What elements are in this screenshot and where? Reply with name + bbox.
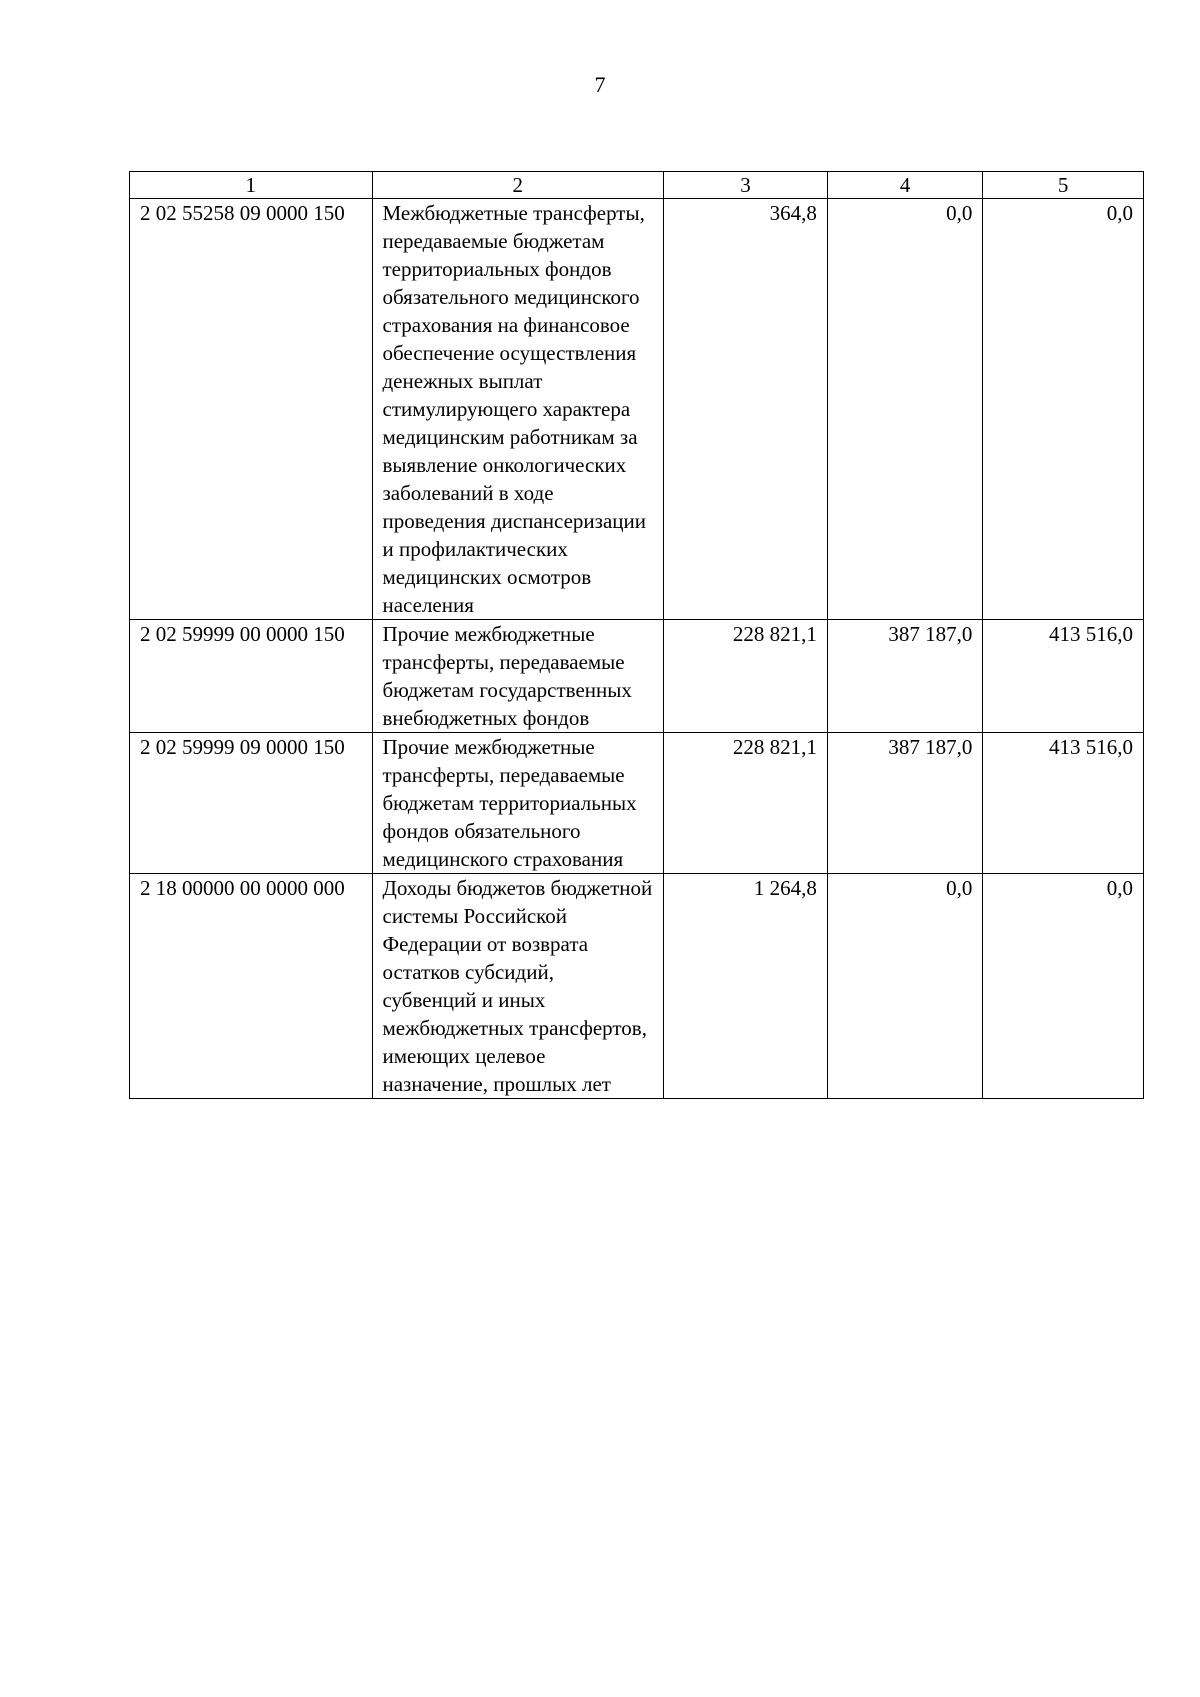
row-value-4: 0,0 xyxy=(827,874,983,1099)
row-code: 2 02 55258 09 0000 150 xyxy=(130,199,373,620)
column-number-2: 2 xyxy=(372,172,664,199)
row-code: 2 02 59999 00 0000 150 xyxy=(130,620,373,733)
page-number: 7 xyxy=(594,72,606,97)
row-value-4: 387 187,0 xyxy=(827,620,983,733)
row-value-3: 1 264,8 xyxy=(664,874,828,1099)
row-value-3: 228 821,1 xyxy=(664,733,828,874)
row-name: Прочие межбюджетные трансферты, передаваемые бюджетам территориальных фондов обязательного медицинского страхования xyxy=(372,733,664,874)
table-row xyxy=(130,620,1144,733)
row-code: 2 18 00000 00 0000 000 xyxy=(130,874,373,1099)
row-code: 2 02 59999 09 0000 150 xyxy=(130,733,373,874)
row-name: Прочие межбюджетные трансферты, передаваемые бюджетам государственных внебюджетных фондов xyxy=(372,620,664,733)
table-row xyxy=(130,199,1144,620)
column-number-row xyxy=(130,172,1144,199)
table-row xyxy=(130,874,1144,1099)
column-number-4: 4 xyxy=(827,172,983,199)
row-value-3: 228 821,1 xyxy=(664,620,828,733)
column-number-3: 3 xyxy=(664,172,828,199)
row-name: Доходы бюджетов бюджетной системы Российской Федерации от возврата остатков субсидий, субвенций и иных межбюджетных трансфертов, имеющих целевое назначение, прошлых лет xyxy=(372,874,664,1099)
column-number-5: 5 xyxy=(983,172,1144,199)
row-value-4: 0,0 xyxy=(827,199,983,620)
row-value-5: 413 516,0 xyxy=(983,733,1144,874)
row-value-5: 0,0 xyxy=(983,874,1144,1099)
row-value-5: 0,0 xyxy=(983,199,1144,620)
row-value-5: 413 516,0 xyxy=(983,620,1144,733)
row-value-3: 364,8 xyxy=(664,199,828,620)
row-value-4: 387 187,0 xyxy=(827,733,983,874)
row-name: Межбюджетные трансферты, передаваемые бюджетам территориальных фондов обязательного медицинского страхования на финансовое обеспечение осуществления денежных выплат стимулирующего характера медицинским работникам за выявление онкологических заболеваний в ходе проведения диспансеризации и профилактических медицинских осмотров населения xyxy=(372,199,664,620)
column-number-1: 1 xyxy=(130,172,373,199)
budget-table xyxy=(129,171,1144,1099)
table-row xyxy=(130,733,1144,874)
